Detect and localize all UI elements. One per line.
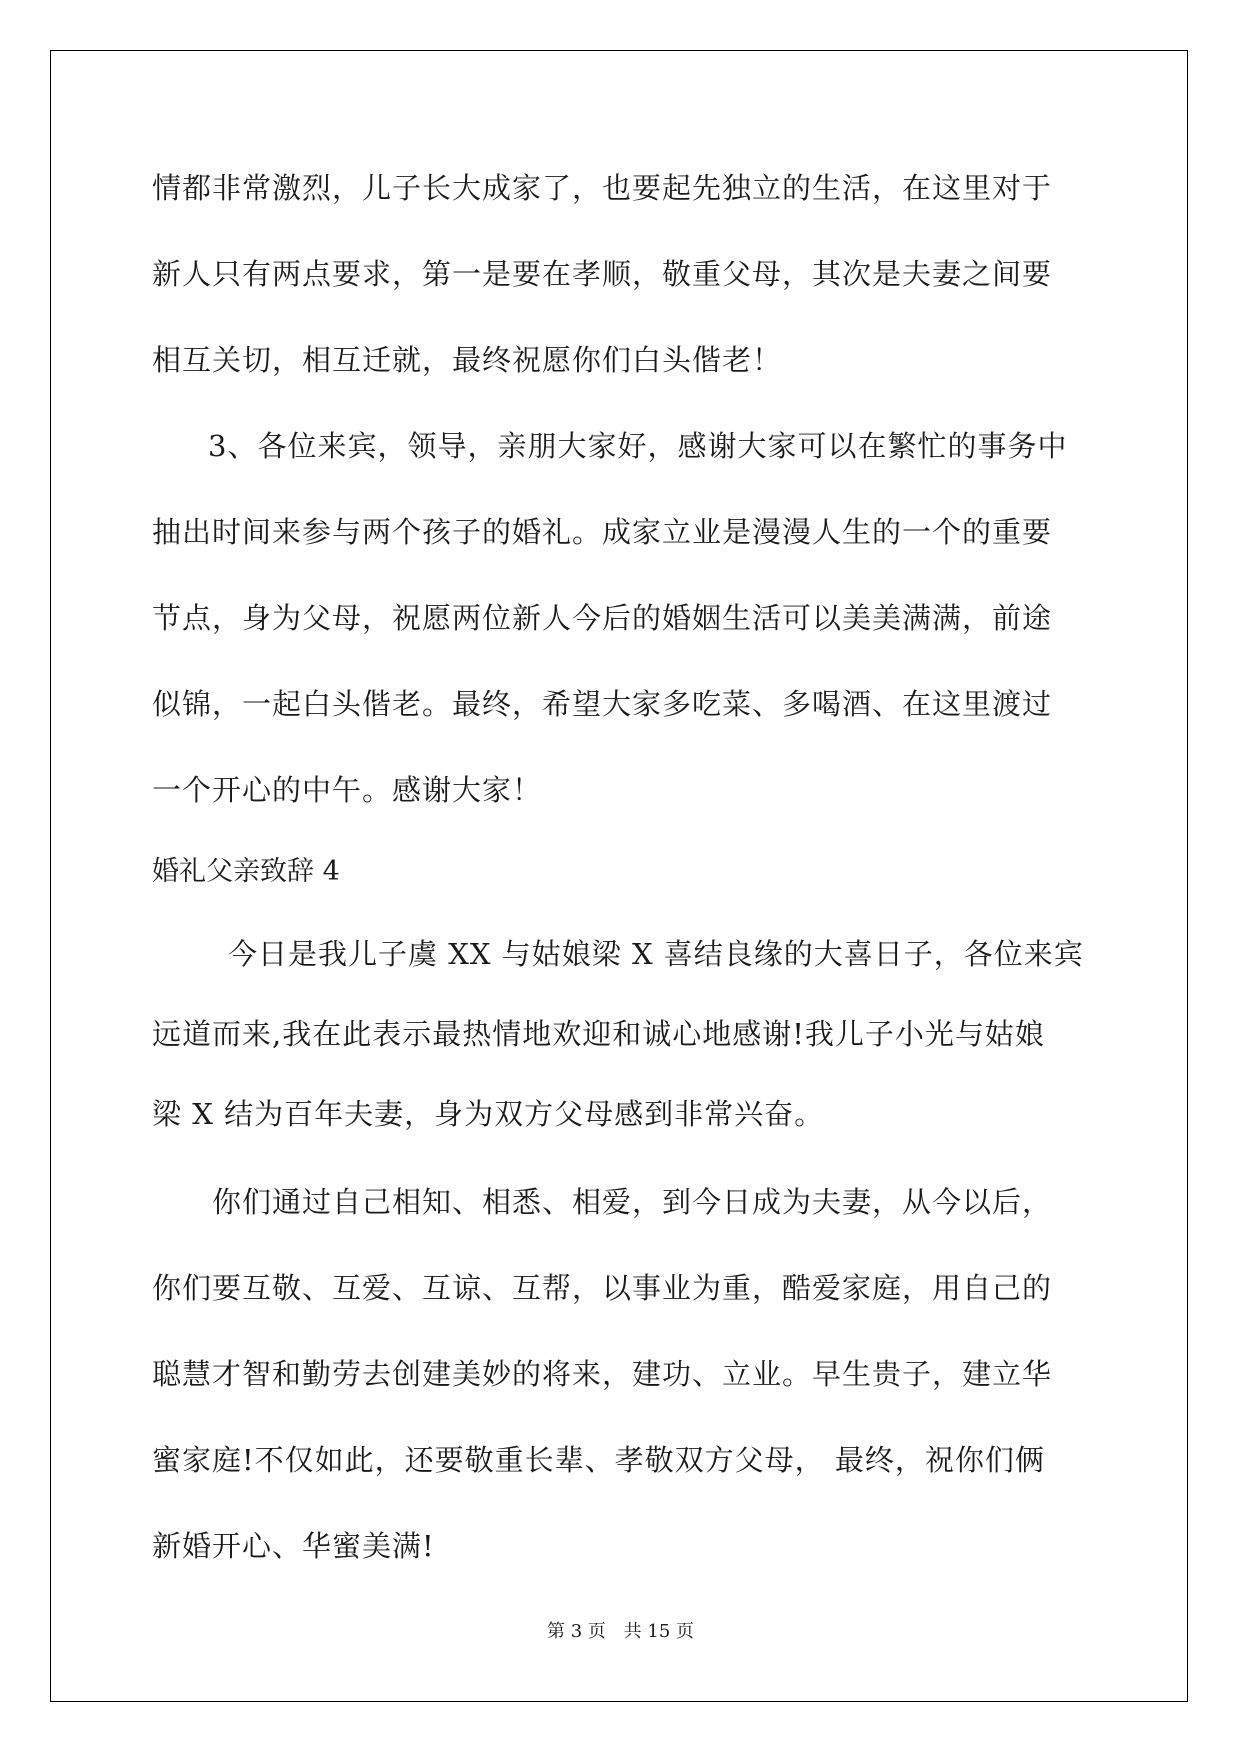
paragraph-line: 蜜家庭!不仅如此，还要敬重长辈、孝敬双方父母， 最终，祝你们俩 [152,1443,1045,1477]
paragraph-line: 梁 X 结为百年夫妻，身为双方父母感到非常兴奋。 [152,1097,825,1131]
paragraph-line: 聪慧才智和勤劳去创建美妙的将来，建功、立业。早生贵子，建立华 [152,1357,1053,1391]
paragraph-line: 你们通过自己相知、相悉、相爱，到今日成为夫妻，从今以后， [212,1185,1053,1219]
paragraph-line: 似锦，一起白头偕老。最终，希望大家多吃菜、多喝酒、在这里渡过 [152,687,1053,721]
section-heading: 婚礼父亲致辞 4 [152,856,340,887]
paragraph-line: 节点，身为父母，祝愿两位新人今后的婚姻生活可以美美满满，前途 [152,601,1053,635]
paragraph-line: 远道而来,我在此表示最热情地欢迎和诚心地感谢!我儿子小光与姑娘 [152,1017,1045,1051]
paragraph-line: 新人只有两点要求，第一是要在孝顺，敬重父母，其次是夫妻之间要 [152,257,1053,291]
paragraph-line: 抽出时间来参与两个孩子的婚礼。成家立业是漫漫人生的一个的重要 [152,515,1053,549]
paragraph-line: 情都非常激烈，儿子长大成家了，也要起先独立的生活，在这里对于 [152,171,1053,205]
page-number: 第 3 页 [547,1621,606,1642]
paragraph-line: 相互关切，相互迁就，最终祝愿你们白头偕老！ [152,343,783,377]
paragraph-line: 今日是我儿子虞 XX 与姑娘梁 X 喜结良缘的大喜日子，各位来宾 [228,937,1084,971]
paragraph-line: 你们要互敬、互爱、互谅、互帮，以事业为重，酷爱家庭，用自己的 [152,1271,1053,1305]
paragraph-line: 新婚开心、华蜜美满! [152,1529,435,1563]
page-footer [0,1620,1241,1644]
paragraph-line: 一个开心的中午。感谢大家！ [152,773,543,807]
paragraph-line: 3、各位来宾，领导，亲朋大家好，感谢大家可以在繁忙的事务中 [208,429,1068,463]
page-total: 共 15 页 [623,1621,694,1642]
